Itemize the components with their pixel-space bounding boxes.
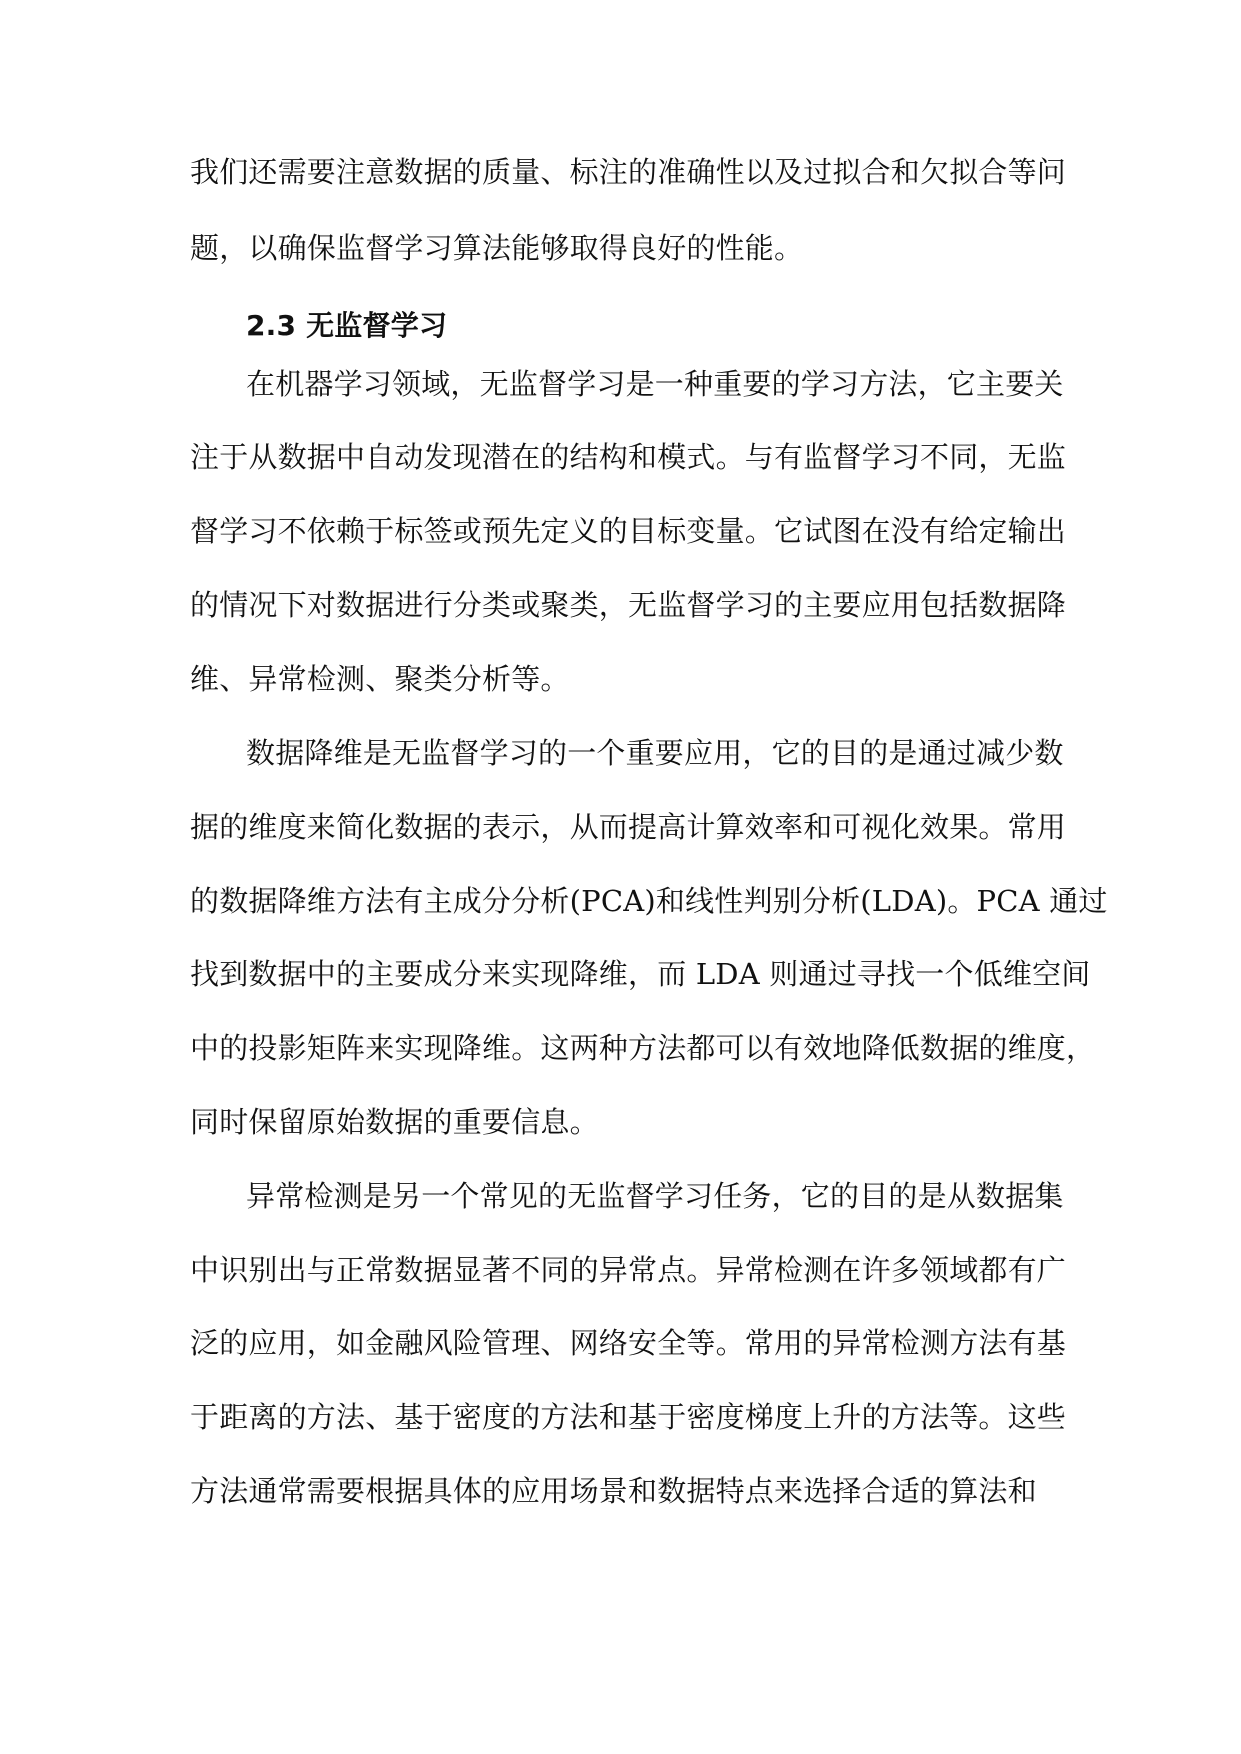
body-text-line: 的情况下对数据进行分类或聚类，无监督学习的主要应用包括数据降: [190, 588, 1067, 622]
body-text-line: 同时保留原始数据的重要信息。: [190, 1105, 599, 1139]
body-text-line: 泛的应用，如金融风险管理、网络安全等。常用的异常检测方法有基: [190, 1326, 1067, 1360]
body-text-line: 题，以确保监督学习算法能够取得良好的性能。: [190, 231, 804, 265]
body-text-line: 维、异常检测、聚类分析等。: [190, 662, 570, 696]
body-text-line: 于距离的方法、基于密度的方法和基于密度梯度上升的方法等。这些: [190, 1400, 1067, 1434]
section-heading: 2.3 无监督学习: [246, 309, 448, 342]
body-text-line: 中的投影矩阵来实现降维。这两种方法都可以有效地降低数据的维度，: [190, 1031, 1096, 1065]
body-text-line: 数据降维是无监督学习的一个重要应用，它的目的是通过减少数: [246, 736, 1064, 770]
body-text-line: 督学习不依赖于标签或预先定义的目标变量。它试图在没有给定输出: [190, 514, 1067, 548]
body-text-line: 在机器学习领域，无监督学习是一种重要的学习方法，它主要关: [246, 367, 1064, 401]
body-text-line: 找到数据中的主要成分来实现降维，而 LDA 则通过寻找一个低维空间: [190, 957, 1091, 991]
body-text-line: 注于从数据中自动发现潜在的结构和模式。与有监督学习不同，无监: [190, 440, 1067, 474]
body-text-line: 方法通常需要根据具体的应用场景和数据特点来选择合适的算法和: [190, 1474, 1037, 1508]
body-text-line: 中识别出与正常数据显著不同的异常点。异常检测在许多领域都有广: [190, 1253, 1067, 1287]
body-text-line: 我们还需要注意数据的质量、标注的准确性以及过拟合和欠拟合等问: [190, 155, 1067, 189]
body-text-line: 异常检测是另一个常见的无监督学习任务，它的目的是从数据集: [246, 1179, 1064, 1213]
body-text-line: 据的维度来简化数据的表示，从而提高计算效率和可视化效果。常用: [190, 810, 1067, 844]
body-text-line: 的数据降维方法有主成分分析(PCA)和线性判别分析(LDA)。PCA 通过: [190, 884, 1108, 918]
